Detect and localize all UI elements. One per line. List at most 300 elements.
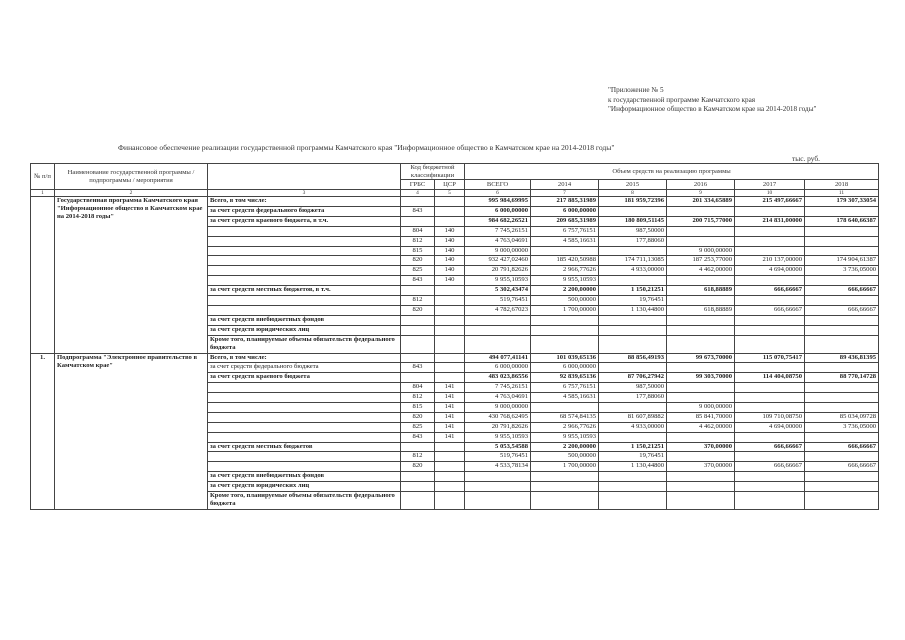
year-2015-cell: 177,88060 <box>599 393 667 403</box>
funding-source: за счет средств федерального бюджета <box>208 206 401 216</box>
csr-cell <box>435 353 465 363</box>
year-2016-cell: 370,00000 <box>667 442 735 452</box>
annex-line-1: "Приложение № 5 <box>608 86 664 94</box>
year-2018-cell: 85 034,09728 <box>805 412 879 422</box>
year-2015-cell: 1 150,21251 <box>599 442 667 452</box>
header-row-1 <box>31 164 879 180</box>
total-cell <box>465 492 531 510</box>
grbs-cell: 820 <box>401 256 435 266</box>
year-2015-cell <box>599 482 667 492</box>
total-cell: 4 763,04691 <box>465 236 531 246</box>
year-2017-cell <box>735 315 805 325</box>
year-2018-cell: 3 736,05000 <box>805 266 879 276</box>
year-2015-cell <box>599 472 667 482</box>
funding-source <box>208 462 401 472</box>
total-cell: 995 984,69995 <box>465 197 531 207</box>
year-2017-cell <box>735 236 805 246</box>
year-2017-cell <box>735 335 805 353</box>
total-cell: 6 000,00000 <box>465 363 531 373</box>
header-name: Наименование государственной программы / подпрограммы / мероприятия <box>55 164 208 190</box>
funding-source <box>208 305 401 315</box>
total-cell: 20 791,82626 <box>465 266 531 276</box>
year-2014-cell: 500,00000 <box>531 295 599 305</box>
column-number: 1 <box>31 190 55 197</box>
financing-table <box>30 163 879 510</box>
year-2017-cell <box>735 432 805 442</box>
year-2016-cell <box>667 393 735 403</box>
year-2017-cell: 214 831,00000 <box>735 216 805 226</box>
year-2015-cell: 4 933,00000 <box>599 422 667 432</box>
grbs-cell <box>401 286 435 296</box>
column-number: 7 <box>531 190 599 197</box>
year-2014-cell: 1 700,00000 <box>531 305 599 315</box>
header-budget-code: Код бюджетной классификации <box>401 164 465 180</box>
column-number-row <box>31 190 879 197</box>
year-2016-cell <box>667 325 735 335</box>
total-cell: 519,76451 <box>465 295 531 305</box>
year-2015-cell: 88 856,49193 <box>599 353 667 363</box>
year-2014-cell: 68 574,84135 <box>531 412 599 422</box>
year-2014-cell <box>531 325 599 335</box>
document-title: Финансовое обеспечение реализации государственной программы Камчатского края "Информационное общество в Камчатском крае на 2014-2018 годы" <box>118 143 615 152</box>
year-2018-cell <box>805 246 879 256</box>
grbs-cell: 825 <box>401 422 435 432</box>
csr-cell <box>435 492 465 510</box>
year-2016-cell: 9 000,00000 <box>667 246 735 256</box>
year-2014-cell: 1 700,00000 <box>531 462 599 472</box>
year-2018-cell <box>805 492 879 510</box>
column-number: 4 <box>401 190 435 197</box>
column-number: 9 <box>667 190 735 197</box>
year-2017-cell <box>735 403 805 413</box>
year-2014-cell: 4 585,16631 <box>531 393 599 403</box>
year-2014-cell: 6 757,76151 <box>531 383 599 393</box>
year-2018-cell <box>805 403 879 413</box>
total-cell: 483 023,86556 <box>465 373 531 383</box>
funding-source: Кроме того, планируемые объемы обязательств федерального бюджета <box>208 492 401 510</box>
year-2018-cell <box>805 383 879 393</box>
year-2018-cell <box>805 325 879 335</box>
year-2017-cell <box>735 325 805 335</box>
column-number: 11 <box>805 190 879 197</box>
column-number: 2 <box>55 190 208 197</box>
grbs-cell: 804 <box>401 226 435 236</box>
year-2015-cell: 181 959,72396 <box>599 197 667 207</box>
year-2018-cell <box>805 226 879 236</box>
year-2014-cell: 185 420,50988 <box>531 256 599 266</box>
grbs-cell: 812 <box>401 393 435 403</box>
grbs-cell <box>401 492 435 510</box>
total-cell: 5 053,54588 <box>465 442 531 452</box>
year-2014-cell: 9 955,10593 <box>531 276 599 286</box>
year-2016-cell <box>667 383 735 393</box>
header-grbs: ГРБС <box>401 180 435 190</box>
grbs-cell: 815 <box>401 403 435 413</box>
year-2018-cell <box>805 236 879 246</box>
funding-source: Всего, в том числе: <box>208 197 401 207</box>
year-2015-cell: 4 933,00000 <box>599 266 667 276</box>
year-2018-cell: 179 307,33054 <box>805 197 879 207</box>
grbs-cell <box>401 353 435 363</box>
year-2015-cell: 174 711,13085 <box>599 256 667 266</box>
year-2016-cell <box>667 472 735 482</box>
funding-source: за счет средств юридических лиц <box>208 482 401 492</box>
year-2016-cell <box>667 236 735 246</box>
grbs-cell <box>401 325 435 335</box>
year-2015-cell: 81 607,89882 <box>599 412 667 422</box>
total-cell: 4 782,67023 <box>465 305 531 315</box>
csr-cell <box>435 363 465 373</box>
funding-source: за счет средств краевого бюджета, в т.ч. <box>208 216 401 226</box>
funding-source: за счет средств краевого бюджета <box>208 373 401 383</box>
total-cell <box>465 472 531 482</box>
funding-source <box>208 393 401 403</box>
grbs-cell <box>401 216 435 226</box>
funding-source <box>208 383 401 393</box>
total-cell: 4 533,78134 <box>465 462 531 472</box>
year-2015-cell: 987,50000 <box>599 383 667 393</box>
total-cell <box>465 315 531 325</box>
year-2017-cell: 666,66667 <box>735 305 805 315</box>
funding-source: за счет средств внебюджетных фондов <box>208 472 401 482</box>
annex-line-2: к государственной программе Камчатского края <box>608 95 756 104</box>
year-2015-cell <box>599 325 667 335</box>
header-csr: ЦСР <box>435 180 465 190</box>
year-2015-cell <box>599 363 667 373</box>
csr-cell <box>435 206 465 216</box>
year-2016-cell <box>667 335 735 353</box>
grbs-cell <box>401 373 435 383</box>
funding-source <box>208 452 401 462</box>
total-cell: 494 077,41141 <box>465 353 531 363</box>
grbs-cell: 843 <box>401 206 435 216</box>
table-body <box>31 197 879 510</box>
funding-source <box>208 295 401 305</box>
year-2017-cell <box>735 452 805 462</box>
csr-cell: 140 <box>435 246 465 256</box>
column-number: 3 <box>208 190 401 197</box>
year-2016-cell <box>667 482 735 492</box>
year-2014-cell: 2 200,00000 <box>531 286 599 296</box>
year-2018-cell <box>805 276 879 286</box>
year-2015-cell: 1 130,44800 <box>599 305 667 315</box>
table-row <box>31 197 879 207</box>
grbs-cell: 820 <box>401 462 435 472</box>
year-2017-cell: 666,66667 <box>735 442 805 452</box>
csr-cell <box>435 197 465 207</box>
csr-cell: 141 <box>435 422 465 432</box>
year-2016-cell: 201 334,65889 <box>667 197 735 207</box>
total-cell: 9 955,10593 <box>465 432 531 442</box>
total-cell: 6 000,00000 <box>465 206 531 216</box>
column-number: 6 <box>465 190 531 197</box>
grbs-cell: 843 <box>401 363 435 373</box>
total-cell <box>465 325 531 335</box>
year-2018-cell <box>805 206 879 216</box>
year-2017-cell: 115 070,75417 <box>735 353 805 363</box>
header-year: 2015 <box>599 180 667 190</box>
csr-cell: 140 <box>435 266 465 276</box>
csr-cell: 140 <box>435 236 465 246</box>
year-2014-cell <box>531 482 599 492</box>
grbs-cell: 843 <box>401 276 435 286</box>
year-2016-cell: 9 000,00000 <box>667 403 735 413</box>
funding-source: Всего, в том числе: <box>208 353 401 363</box>
year-2017-cell <box>735 276 805 286</box>
header-volume: Объем средств на реализацию программы <box>465 164 879 180</box>
year-2016-cell: 618,88889 <box>667 305 735 315</box>
year-2016-cell <box>667 452 735 462</box>
grbs-cell <box>401 197 435 207</box>
year-2015-cell: 19,76451 <box>599 295 667 305</box>
csr-cell <box>435 482 465 492</box>
csr-cell: 141 <box>435 403 465 413</box>
total-cell: 7 745,26151 <box>465 226 531 236</box>
year-2015-cell <box>599 276 667 286</box>
csr-cell <box>435 452 465 462</box>
grbs-cell: 820 <box>401 412 435 422</box>
year-2017-cell <box>735 482 805 492</box>
year-2018-cell <box>805 393 879 403</box>
year-2014-cell: 2 966,77626 <box>531 266 599 276</box>
csr-cell: 141 <box>435 432 465 442</box>
header-year: 2017 <box>735 180 805 190</box>
year-2018-cell <box>805 432 879 442</box>
year-2015-cell <box>599 403 667 413</box>
year-2015-cell <box>599 246 667 256</box>
units-label: тыс. руб. <box>792 154 820 163</box>
grbs-cell <box>401 335 435 353</box>
csr-cell <box>435 472 465 482</box>
csr-cell <box>435 462 465 472</box>
item-number: 1. <box>31 353 55 509</box>
year-2018-cell: 3 736,05000 <box>805 422 879 432</box>
year-2016-cell: 200 715,77000 <box>667 216 735 226</box>
csr-cell <box>435 335 465 353</box>
year-2014-cell: 101 039,65136 <box>531 353 599 363</box>
year-2018-cell <box>805 363 879 373</box>
funding-source <box>208 432 401 442</box>
year-2015-cell: 987,50000 <box>599 226 667 236</box>
year-2014-cell <box>531 246 599 256</box>
year-2015-cell <box>599 335 667 353</box>
year-2016-cell: 618,88889 <box>667 286 735 296</box>
header-year: 2016 <box>667 180 735 190</box>
grbs-cell <box>401 472 435 482</box>
year-2018-cell: 666,66667 <box>805 442 879 452</box>
csr-cell: 141 <box>435 412 465 422</box>
year-2018-cell <box>805 482 879 492</box>
year-2016-cell: 187 253,77000 <box>667 256 735 266</box>
header-source <box>208 164 401 190</box>
header-num: № п/п <box>31 164 55 190</box>
year-2017-cell <box>735 226 805 236</box>
grbs-cell: 815 <box>401 246 435 256</box>
year-2014-cell <box>531 403 599 413</box>
column-number: 10 <box>735 190 805 197</box>
total-cell: 5 302,43474 <box>465 286 531 296</box>
total-cell: 984 682,26521 <box>465 216 531 226</box>
year-2014-cell <box>531 472 599 482</box>
year-2017-cell <box>735 363 805 373</box>
year-2017-cell <box>735 393 805 403</box>
year-2014-cell: 217 885,31989 <box>531 197 599 207</box>
grbs-cell <box>401 315 435 325</box>
grbs-cell: 812 <box>401 452 435 462</box>
year-2016-cell <box>667 206 735 216</box>
year-2016-cell: 99 673,70000 <box>667 353 735 363</box>
csr-cell: 141 <box>435 383 465 393</box>
year-2015-cell: 1 130,44800 <box>599 462 667 472</box>
year-2018-cell <box>805 472 879 482</box>
year-2016-cell: 85 841,70000 <box>667 412 735 422</box>
csr-cell <box>435 442 465 452</box>
year-2014-cell: 2 966,77626 <box>531 422 599 432</box>
year-2015-cell <box>599 432 667 442</box>
year-2014-cell: 209 685,31989 <box>531 216 599 226</box>
year-2016-cell <box>667 432 735 442</box>
grbs-cell <box>401 442 435 452</box>
funding-source: за счет средств федерального бюджета <box>208 363 401 373</box>
year-2017-cell: 4 694,00000 <box>735 422 805 432</box>
year-2017-cell <box>735 383 805 393</box>
total-cell: 9 000,00000 <box>465 246 531 256</box>
total-cell: 4 763,04691 <box>465 393 531 403</box>
year-2016-cell <box>667 315 735 325</box>
program-name: Подпрограмма "Электронное правительство в Камчатском крае" <box>55 353 208 509</box>
year-2014-cell: 4 585,16631 <box>531 236 599 246</box>
year-2015-cell: 19,76451 <box>599 452 667 462</box>
year-2017-cell: 666,66667 <box>735 462 805 472</box>
year-2016-cell <box>667 276 735 286</box>
csr-cell <box>435 216 465 226</box>
year-2016-cell: 99 303,70000 <box>667 373 735 383</box>
year-2016-cell: 4 462,00000 <box>667 422 735 432</box>
funding-source <box>208 236 401 246</box>
year-2014-cell <box>531 335 599 353</box>
grbs-cell: 820 <box>401 305 435 315</box>
csr-cell <box>435 305 465 315</box>
total-cell: 519,76451 <box>465 452 531 462</box>
total-cell: 430 768,62495 <box>465 412 531 422</box>
year-2014-cell: 6 000,00000 <box>531 363 599 373</box>
annex-line-3: "Информационное общество в Камчатском крае на 2014-2018 годы" <box>608 105 817 114</box>
total-cell: 9 955,10593 <box>465 276 531 286</box>
grbs-cell: 804 <box>401 383 435 393</box>
year-2016-cell: 4 462,00000 <box>667 266 735 276</box>
year-2018-cell: 666,66667 <box>805 286 879 296</box>
year-2016-cell <box>667 295 735 305</box>
funding-source: за счет средств местных бюджетов <box>208 442 401 452</box>
year-2015-cell: 1 150,21251 <box>599 286 667 296</box>
year-2018-cell <box>805 452 879 462</box>
year-2018-cell: 88 770,14728 <box>805 373 879 383</box>
year-2017-cell <box>735 246 805 256</box>
year-2016-cell <box>667 363 735 373</box>
funding-source <box>208 412 401 422</box>
year-2014-cell: 6 757,76151 <box>531 226 599 236</box>
total-cell: 9 000,00000 <box>465 403 531 413</box>
funding-source: за счет средств местных бюджетов, в т.ч. <box>208 286 401 296</box>
csr-cell: 140 <box>435 256 465 266</box>
total-cell <box>465 482 531 492</box>
year-2016-cell: 370,00000 <box>667 462 735 472</box>
year-2018-cell: 174 904,61387 <box>805 256 879 266</box>
year-2017-cell: 109 710,08750 <box>735 412 805 422</box>
year-2016-cell <box>667 226 735 236</box>
year-2015-cell: 180 809,51145 <box>599 216 667 226</box>
grbs-cell: 825 <box>401 266 435 276</box>
year-2014-cell: 500,00000 <box>531 452 599 462</box>
program-name: Государственная программа Камчатского края "Информационное общество в Камчатском крае на 2014-2018 годы" <box>55 197 208 353</box>
table-row <box>31 353 879 363</box>
year-2018-cell: 666,66667 <box>805 462 879 472</box>
grbs-cell: 812 <box>401 295 435 305</box>
year-2017-cell: 666,66667 <box>735 286 805 296</box>
year-2015-cell <box>599 206 667 216</box>
funding-source <box>208 246 401 256</box>
funding-source: за счет средств внебюджетных фондов <box>208 315 401 325</box>
column-number: 8 <box>599 190 667 197</box>
grbs-cell: 843 <box>401 432 435 442</box>
header-year: 2014 <box>531 180 599 190</box>
year-2017-cell <box>735 472 805 482</box>
year-2014-cell <box>531 315 599 325</box>
year-2018-cell <box>805 335 879 353</box>
csr-cell: 141 <box>435 393 465 403</box>
year-2018-cell <box>805 315 879 325</box>
csr-cell: 140 <box>435 226 465 236</box>
year-2014-cell: 9 955,10593 <box>531 432 599 442</box>
csr-cell: 140 <box>435 276 465 286</box>
annex-note <box>608 86 816 115</box>
funding-source <box>208 403 401 413</box>
funding-source <box>208 276 401 286</box>
header-total: ВСЕГО <box>465 180 531 190</box>
year-2017-cell <box>735 206 805 216</box>
funding-source <box>208 422 401 432</box>
funding-source: за счет средств юридических лиц <box>208 325 401 335</box>
total-cell: 20 791,82626 <box>465 422 531 432</box>
year-2015-cell <box>599 315 667 325</box>
year-2014-cell: 2 200,00000 <box>531 442 599 452</box>
year-2018-cell: 178 640,66387 <box>805 216 879 226</box>
year-2017-cell: 215 497,66667 <box>735 197 805 207</box>
funding-source <box>208 266 401 276</box>
year-2018-cell: 666,66667 <box>805 305 879 315</box>
column-number: 5 <box>435 190 465 197</box>
funding-source: Кроме того, планируемые объемы обязательств федерального бюджета <box>208 335 401 353</box>
year-2017-cell: 4 694,00000 <box>735 266 805 276</box>
year-2017-cell <box>735 492 805 510</box>
year-2014-cell <box>531 492 599 510</box>
grbs-cell: 812 <box>401 236 435 246</box>
csr-cell <box>435 315 465 325</box>
csr-cell <box>435 286 465 296</box>
year-2015-cell <box>599 492 667 510</box>
year-2017-cell: 210 137,00000 <box>735 256 805 266</box>
funding-source <box>208 256 401 266</box>
header-year: 2018 <box>805 180 879 190</box>
csr-cell <box>435 295 465 305</box>
year-2018-cell <box>805 295 879 305</box>
year-2018-cell: 89 436,81395 <box>805 353 879 363</box>
year-2015-cell: 87 706,27942 <box>599 373 667 383</box>
funding-source <box>208 226 401 236</box>
year-2017-cell: 114 404,08750 <box>735 373 805 383</box>
year-2016-cell <box>667 492 735 510</box>
total-cell: 7 745,26151 <box>465 383 531 393</box>
